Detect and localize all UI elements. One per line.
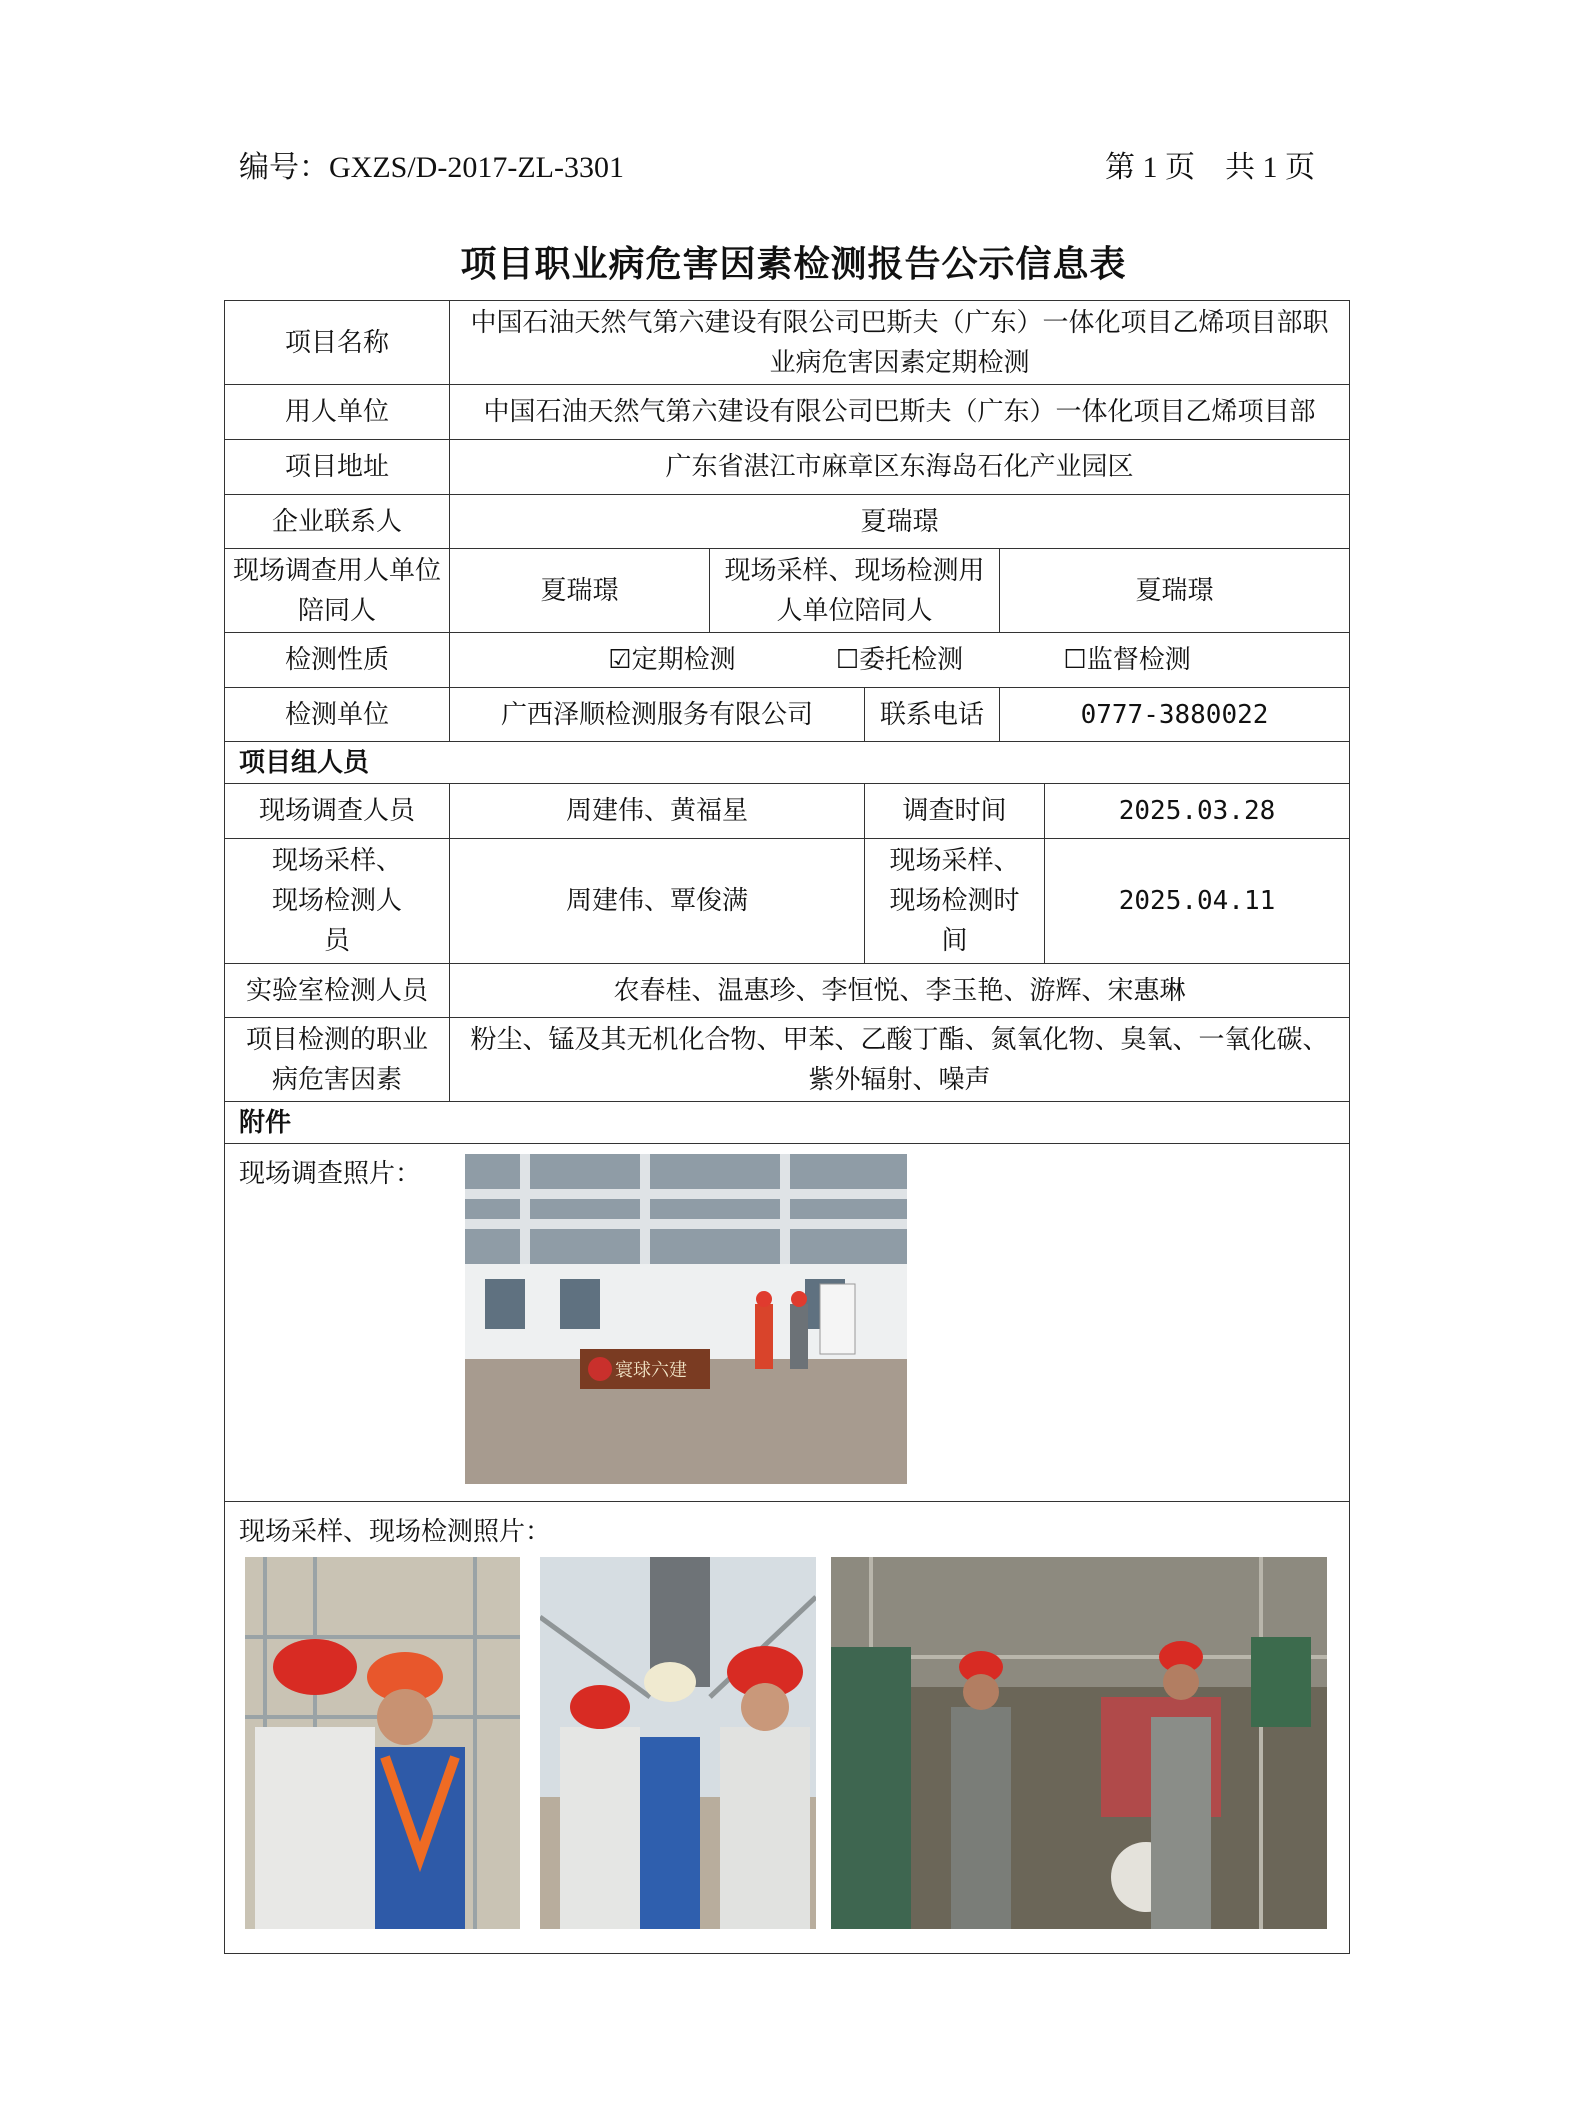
page-title: 项目职业病危害因素检测报告公示信息表 — [460, 243, 1127, 285]
sampling-photo-1 — [245, 1557, 520, 1929]
survey-photos-cell — [225, 1144, 1350, 1502]
contact-label: 企业联系人 — [225, 495, 450, 549]
hazards: 粉尘、锰及其无机化合物、甲苯、乙酸丁酯、氮氧化物、臭氧、一氧化碳、紫外辐射、噪声 — [450, 1018, 1350, 1102]
nature-options — [450, 633, 1350, 688]
survey-escort-label: 现场调查用人单位陪同人 — [225, 549, 450, 633]
employer: 中国石油天然气第六建设有限公司巴斯夫（广东）一体化项目乙烯项目部 — [450, 385, 1350, 440]
project-name: 中国石油天然气第六建设有限公司巴斯夫（广东）一体化项目乙烯项目部职业病危害因素定期检测 — [450, 301, 1350, 385]
entrusted-checkbox[interactable]: ☐委托检测 — [835, 645, 964, 675]
survey-time-label: 调查时间 — [865, 784, 1045, 839]
survey-escort: 夏瑞璟 — [450, 549, 710, 633]
periodic-checkbox[interactable]: ☑定期检测 — [608, 645, 736, 675]
team-section: 项目组人员 — [225, 742, 1350, 784]
agency-label: 检测单位 — [225, 688, 450, 742]
project-name-label: 项目名称 — [225, 301, 450, 385]
sampling-time: 2025.04.11 — [1045, 839, 1350, 964]
sampling-photo-3 — [831, 1557, 1327, 1929]
sampling-photos-label: 现场采样、现场检测照片： — [239, 1517, 552, 1547]
nature-label: 检测性质 — [225, 633, 450, 688]
supervision-checkbox[interactable]: ☐监督检测 — [1063, 645, 1191, 675]
samplers: 周建伟、覃俊满 — [450, 839, 865, 964]
employer-label: 用人单位 — [225, 385, 450, 440]
lab-staff: 农春桂、温惠珍、李恒悦、李玉艳、游辉、宋惠琳 — [450, 964, 1350, 1018]
sampling-photos-cell — [225, 1502, 1350, 1954]
sampling-escort: 夏瑞璟 — [1000, 549, 1350, 633]
hazards-label: 项目检测的职业病危害因素 — [225, 1018, 450, 1102]
phone: 0777-3880022 — [1000, 688, 1350, 742]
address-label: 项目地址 — [225, 440, 450, 495]
contact: 夏瑞璟 — [450, 495, 1350, 549]
survey-time: 2025.03.28 — [1045, 784, 1350, 839]
doc-number: 编号：GXZS/D-2017-ZL-3301 — [239, 151, 624, 184]
phone-label: 联系电话 — [865, 688, 1000, 742]
survey-photos-label: 现场调查照片： — [239, 1159, 422, 1189]
attachments-section: 附件 — [225, 1102, 1350, 1144]
samplers-label: 现场采样、现场检测人员 — [225, 839, 450, 964]
surveyors-label: 现场调查人员 — [225, 784, 450, 839]
survey-photo — [465, 1154, 907, 1484]
info-table — [224, 300, 1350, 1954]
sampling-photo-2 — [540, 1557, 816, 1929]
surveyors: 周建伟、黄福星 — [450, 784, 865, 839]
address: 广东省湛江市麻章区东海岛石化产业园区 — [450, 440, 1350, 495]
sign-text: 寰球六建 — [615, 1360, 687, 1381]
agency: 广西泽顺检测服务有限公司 — [450, 688, 865, 742]
lab-label: 实验室检测人员 — [225, 964, 450, 1018]
page-info: 第 1 页 共 1 页 — [1105, 151, 1315, 184]
sampling-time-label: 现场采样、现场检测时间 — [865, 839, 1045, 964]
sampling-escort-label: 现场采样、现场检测用人单位陪同人 — [710, 549, 1000, 633]
